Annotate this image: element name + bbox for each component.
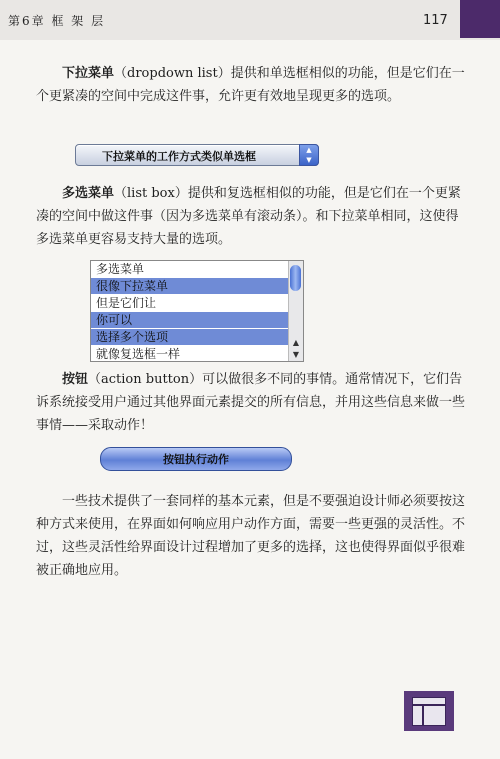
paragraph-dropdown-body: （dropdown list）提供和单选框相似的功能，但是它们在一个更紧凑的空间中完成这件事，允许更有效地呈现更多的选项。 bbox=[36, 66, 465, 104]
paragraph-listbox-body: （list box）提供和复选框相似的功能，但是它们在一个更紧凑的空间中做这件事（因为多选菜单有滚动条）。和下拉菜单相同，这使得多选菜单更容易支持大量的选项。 bbox=[36, 186, 461, 247]
scroll-down-icon[interactable]: ▼ bbox=[292, 350, 300, 359]
list-item[interactable]: 就像复选框一样 bbox=[91, 346, 288, 362]
dropdown-selected-value: 下拉菜单的工作方式类似单选框 bbox=[102, 150, 256, 163]
term-dropdown: 下拉菜单 bbox=[62, 66, 115, 81]
term-button: 按钮 bbox=[62, 372, 89, 387]
page-header bbox=[0, 0, 500, 40]
chapter-title: 第6章 框 架 层 bbox=[8, 14, 106, 28]
window-layout-icon bbox=[404, 691, 454, 731]
paragraph-listbox bbox=[36, 182, 466, 251]
dropdown-menu[interactable] bbox=[75, 144, 319, 166]
scroll-up-icon[interactable]: ▲ bbox=[292, 338, 300, 347]
action-button-label: 按钮执行动作 bbox=[163, 453, 229, 466]
updown-arrows-icon[interactable]: ▲ ▼ bbox=[299, 144, 319, 166]
page-number: 117 bbox=[423, 13, 448, 28]
action-button[interactable] bbox=[100, 447, 292, 471]
list-item[interactable]: 选择多个选项 bbox=[91, 329, 288, 346]
paragraph-button bbox=[36, 368, 466, 437]
list-item[interactable]: 但是它们让 bbox=[91, 295, 288, 312]
paragraph-flexibility: 一些技术提供了一套同样的基本元素，但是不要强迫设计师必须要按这种方式来使用，在界面如何响应用户动作方面，需要一些更强的灵活性。不过，这些灵活性给界面设计过程增加了更多的选择，这也使得界面似乎很难被正确地应用。 bbox=[36, 494, 466, 578]
term-listbox: 多选菜单 bbox=[62, 186, 115, 201]
paragraph-button-body: （action button）可以做很多不同的事情。通常情况下，它们告诉系统接受用户通过其他界面元素提交的所有信息，并用这些信息来做一些事情——采取动作！ bbox=[36, 372, 466, 433]
scrollbar[interactable] bbox=[288, 261, 303, 361]
scroll-thumb[interactable] bbox=[290, 265, 301, 291]
list-item[interactable]: 很像下拉菜单 bbox=[91, 278, 288, 295]
header-color-block bbox=[460, 0, 500, 38]
paragraph-dropdown bbox=[36, 62, 466, 108]
list-item[interactable]: 你可以 bbox=[91, 312, 288, 329]
list-item[interactable]: 多选菜单 bbox=[91, 261, 288, 278]
list-box[interactable] bbox=[90, 260, 304, 362]
